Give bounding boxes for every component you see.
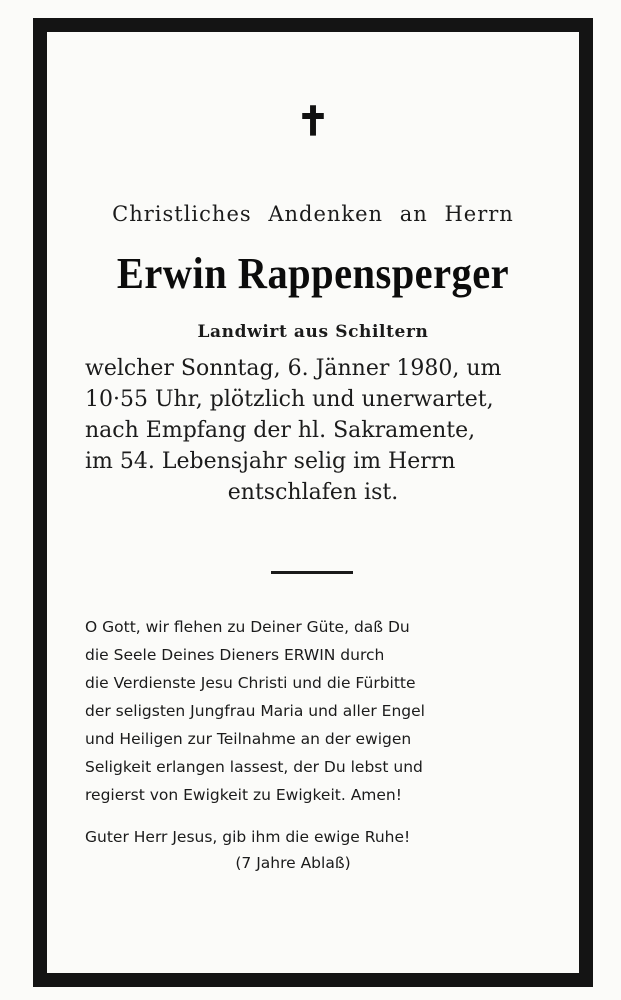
cross-icon: ✝ xyxy=(296,98,330,145)
black-border-frame xyxy=(33,18,593,987)
prayer-line: die Verdienste Jesu Christi und die Fürbitte xyxy=(85,674,416,692)
intro-line: Christliches Andenken an Herrn xyxy=(112,202,514,226)
prayer-line: O Gott, wir flehen zu Deiner Güte, daß Du xyxy=(85,618,410,636)
obituary-line: 10·55 Uhr, plötzlich und unerwartet, xyxy=(85,387,494,412)
obituary-line: welcher Sonntag, 6. Jänner 1980, um xyxy=(85,356,502,381)
obituary-line: nach Empfang der hl. Sakramente, xyxy=(85,418,476,443)
divider-line xyxy=(271,571,353,574)
prayer-line: und Heiligen zur Teilnahme an der ewigen xyxy=(85,730,412,748)
prayer-line: regierst von Ewigkeit zu Ewigkeit. Amen! xyxy=(85,786,402,804)
prayer-line: Seligkeit erlangen lassest, der Du lebst und xyxy=(85,758,423,776)
indulgence-note: (7 Jahre Ablaß) xyxy=(235,854,351,872)
prayer-line: die Seele Deines Dieners ERWIN durch xyxy=(85,646,385,664)
obituary-line-last: entschlafen ist. xyxy=(227,480,399,505)
prayer-line: der seligsten Jungfrau Maria und aller Engel xyxy=(85,702,425,720)
card-content xyxy=(47,32,579,973)
occupation-line: Landwirt aus Schiltern xyxy=(197,322,429,342)
deceased-name: Erwin Rappensperger xyxy=(116,249,510,298)
closing-prayer: Guter Herr Jesus, gib ihm die ewige Ruhe! xyxy=(85,828,411,846)
obituary-line: im 54. Lebensjahr selig im Herrn xyxy=(85,449,456,474)
